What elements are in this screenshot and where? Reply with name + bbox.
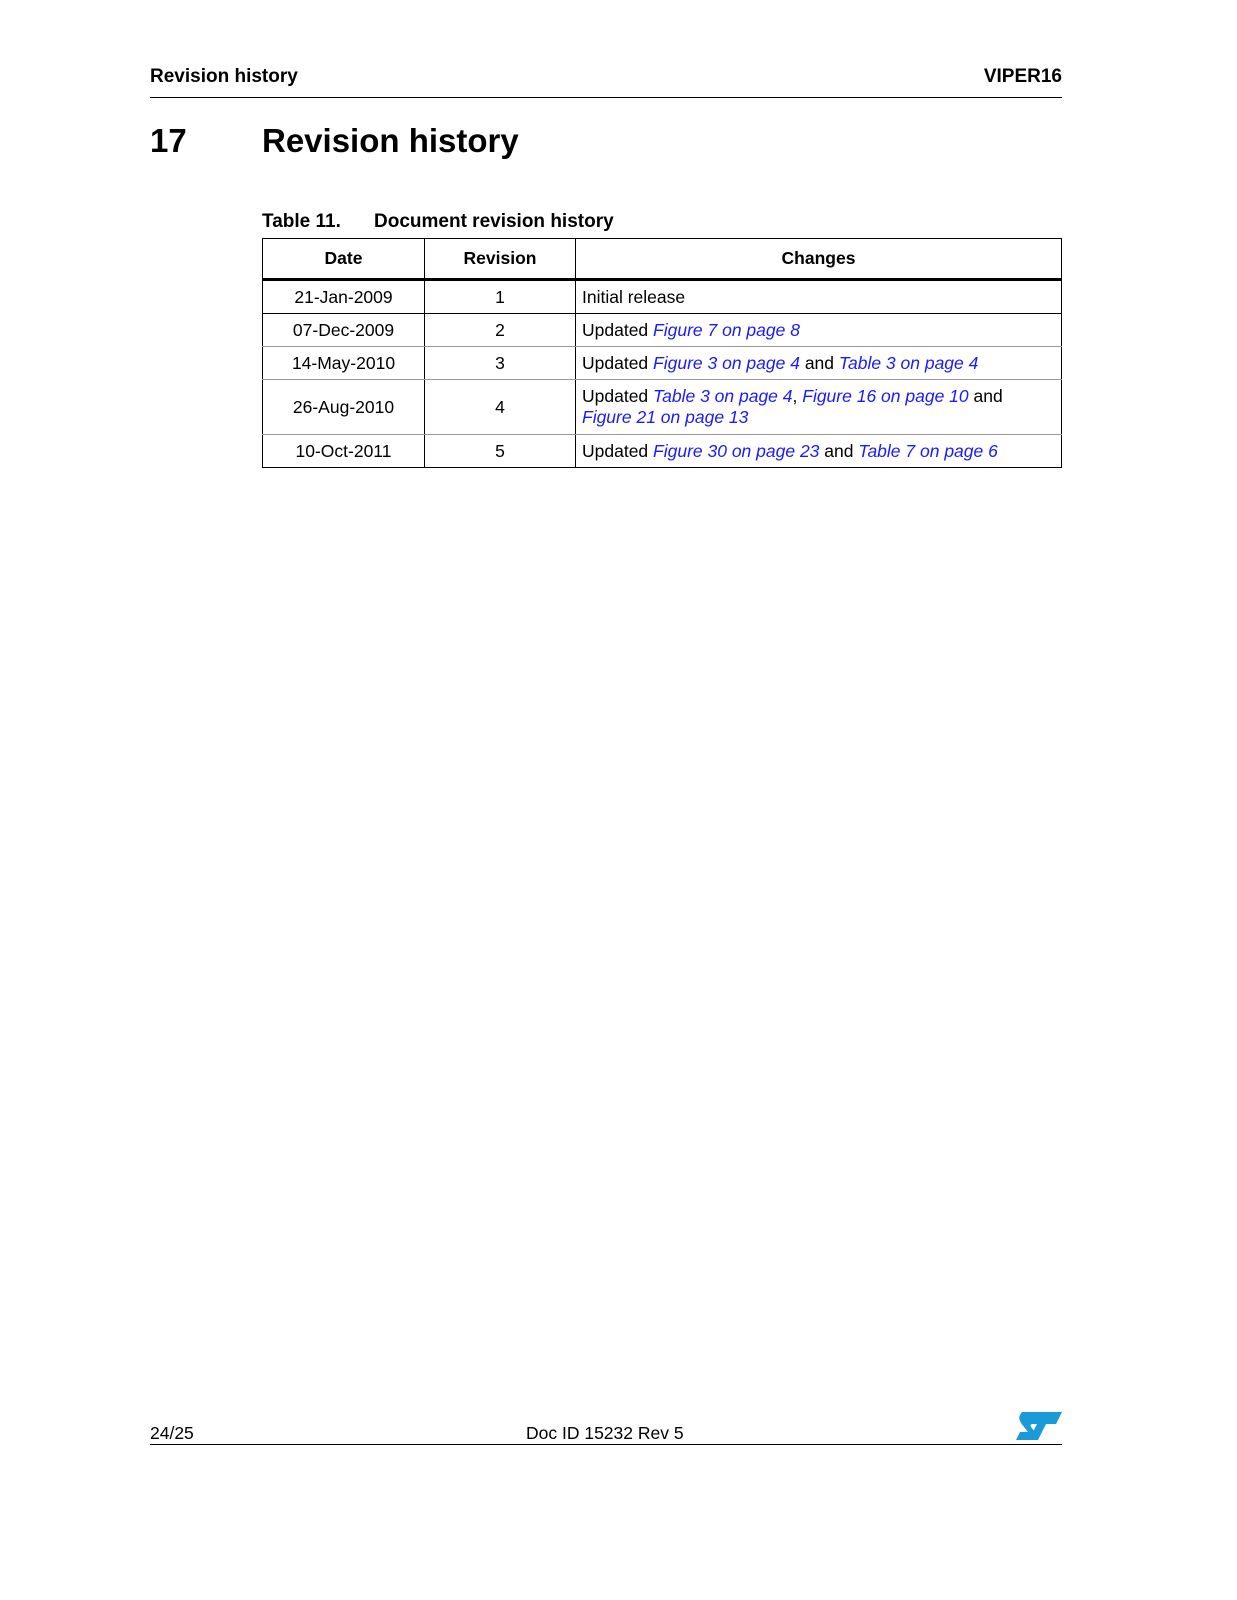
table-row: [263, 435, 1062, 468]
page-header: [150, 64, 1062, 98]
table-body: [263, 280, 1062, 468]
cell-date: 14-May-2010: [263, 347, 425, 380]
section-heading: Revision history: [262, 122, 519, 159]
change-text: Updated: [582, 319, 654, 340]
table-header-row: [263, 239, 1062, 280]
change-text: and: [968, 386, 1003, 406]
table-row: [263, 347, 1062, 380]
table-row: [263, 314, 1062, 347]
table-caption-title: Document revision history: [374, 211, 614, 232]
cell-changes: [576, 435, 1062, 468]
change-text: and: [819, 440, 859, 461]
change-text: ,: [792, 386, 803, 406]
cell-date: 26-Aug-2010: [263, 380, 425, 435]
cross-reference-link[interactable]: Figure 30 on page 23: [653, 440, 820, 461]
cell-date: 21-Jan-2009: [263, 280, 425, 314]
change-text: Updated: [582, 386, 654, 406]
document-id: Doc ID 15232 Rev 5: [526, 1423, 684, 1443]
st-logo-icon: [1016, 1410, 1062, 1442]
cell-changes: [576, 380, 1062, 435]
cell-revision: 4: [425, 380, 576, 435]
cross-reference-link[interactable]: Table 3 on page 4: [653, 386, 793, 406]
column-header-date: Date: [263, 239, 425, 280]
header-section-name: Revision history: [150, 66, 298, 87]
table-caption: [262, 211, 614, 233]
cell-changes: [576, 280, 1062, 314]
cell-changes: [576, 314, 1062, 347]
table-caption-number: Table 11.: [262, 211, 341, 232]
revision-history-table: [262, 238, 1062, 468]
header-product-name: VIPER16: [983, 66, 1062, 87]
section-number: 17: [150, 122, 187, 159]
cell-changes: [576, 347, 1062, 380]
change-text: Updated: [582, 352, 654, 373]
page-footer: [150, 1420, 1062, 1445]
cross-reference-link[interactable]: Figure 3 on page 4: [653, 352, 800, 373]
column-header-changes: Changes: [576, 239, 1062, 280]
cell-revision: 1: [425, 280, 576, 314]
cell-date: 10-Oct-2011: [263, 435, 425, 468]
page-number: 24/25: [150, 1423, 194, 1443]
cell-revision: 3: [425, 347, 576, 380]
section-title: [150, 122, 519, 160]
cell-revision: 5: [425, 435, 576, 468]
cross-reference-link[interactable]: Figure 7 on page 8: [653, 319, 800, 340]
cross-reference-link[interactable]: Figure 21 on page 13: [582, 407, 749, 427]
cross-reference-link[interactable]: Table 3 on page 4: [838, 352, 979, 373]
cell-date: 07-Dec-2009: [263, 314, 425, 347]
cell-revision: 2: [425, 314, 576, 347]
change-text: Updated: [582, 440, 654, 461]
change-text: Initial release: [582, 286, 686, 307]
cross-reference-link[interactable]: Figure 16 on page 10: [802, 386, 969, 406]
table-row: [263, 280, 1062, 314]
table-row: [263, 380, 1062, 435]
change-text: and: [799, 352, 839, 373]
cross-reference-link[interactable]: Table 7 on page 6: [858, 440, 998, 461]
column-header-revision: Revision: [425, 239, 576, 280]
